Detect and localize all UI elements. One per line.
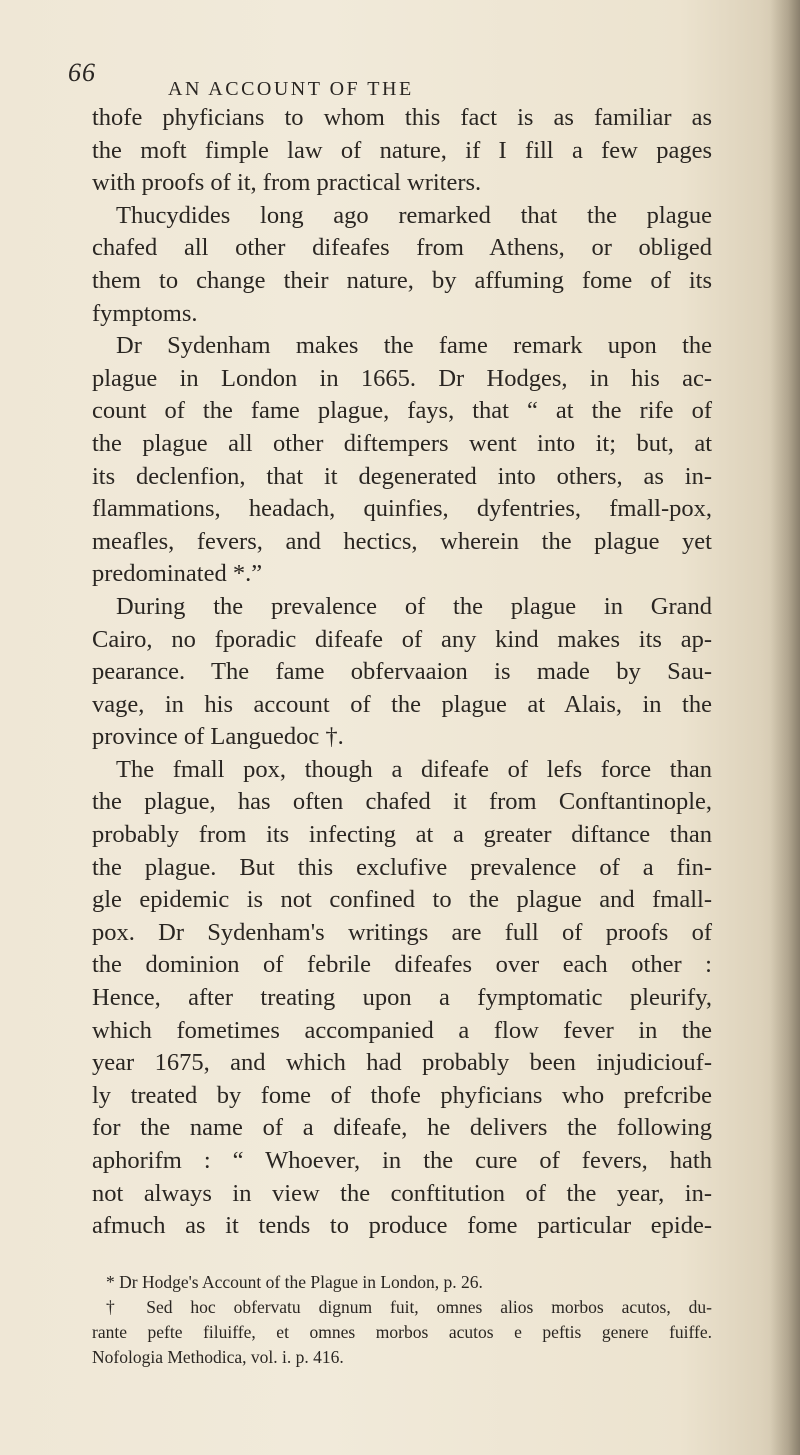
text-line: probably from its infecting at a greater diftance than [92,821,712,849]
text-line: for the name of a difeafe, he delivers the following [92,1114,712,1142]
text-line: its declenfion, that it degenerated into others, as in- [92,462,712,490]
footnote-line: rante pefte filuiffe, et omnes morbos acutos e peftis genere fuiffe. [92,1322,712,1342]
text-line: pox. Dr Sydenham's writings are full of proofs of [92,918,712,946]
text-line: the plague, has often chafed it from Conftantinople, [92,788,712,816]
text-line: vage, in his account of the plague at Alais, in the [92,690,712,718]
page-number: 66 [68,58,96,87]
text-line: Cairo, no fporadic difeafe of any kind makes its ap- [92,625,712,653]
text-line: gle epidemic is not confined to the plague and fmall- [92,886,712,914]
text-line: flammations, headach, quinfies, dyfentries, fmall-pox, [92,495,712,523]
text-line: count of the fame plague, fays, that “ at the rife of [92,397,712,425]
text-line: the dominion of febrile difeafes over each other : [92,951,712,979]
footnote-line: * Dr Hodge's Account of the Plague in London, p. 26. [106,1272,483,1292]
text-line: Dr Sydenham makes the fame remark upon the [116,332,712,360]
text-line: which fometimes accompanied a flow fever in the [92,1016,712,1044]
text-line: ly treated by fome of thofe phyficians who prefcribe [92,1081,712,1109]
page-header [68,58,668,98]
footnote-line: † Sed hoc obfervatu dignum fuit, omnes alios morbos acutos, du- [106,1297,712,1317]
text-line: the moft fimple law of nature, if I fill a few pages [92,136,712,164]
page-edge-shadow [770,0,800,1455]
text-line: the plague all other diftempers went into it; but, at [92,429,712,457]
text-line: fymptoms. [92,299,198,327]
footnote-line: Nofologia Methodica, vol. i. p. 416. [92,1347,344,1367]
text-line: chafed all other difeafes from Athens, or obliged [92,234,712,262]
body-text [92,102,712,1243]
text-line: thofe phyficians to whom this fact is as familiar as [92,104,712,131]
running-head: AN ACCOUNT OF THE [168,78,414,100]
text-line: aphorifm : “ Whoever, in the cure of fevers, hath [92,1147,712,1174]
text-line: year 1675, and which had probably been injudiciouf- [92,1049,712,1077]
text-line: predominated *.” [92,560,263,588]
text-line: plague in London in 1665. Dr Hodges, in his ac- [92,364,712,392]
text-line: Hence, after treating upon a fymptomatic pleurify, [92,984,712,1012]
text-line: pearance. The fame obfervaaion is made by Sau- [92,658,712,686]
text-line: afmuch as it tends to produce fome particular epide- [92,1212,712,1240]
text-line: The fmall pox, though a difeafe of lefs force than [116,755,712,783]
text-line: Thucydides long ago remarked that the plague [116,201,712,229]
text-line: meafles, fevers, and hectics, wherein the plague yet [92,527,712,555]
text-line: not always in view the conftitution of the year, in- [92,1179,712,1207]
text-line: with proofs of it, from practical writers. [92,169,482,197]
text-line: During the prevalence of the plague in Grand [116,592,712,620]
text-line: the plague. But this exclufive prevalence of a fin- [92,853,712,881]
text-line: province of Languedoc †. [92,723,344,751]
text-line: them to change their nature, by affuming fome of its [92,266,712,294]
footnotes [92,1270,712,1370]
